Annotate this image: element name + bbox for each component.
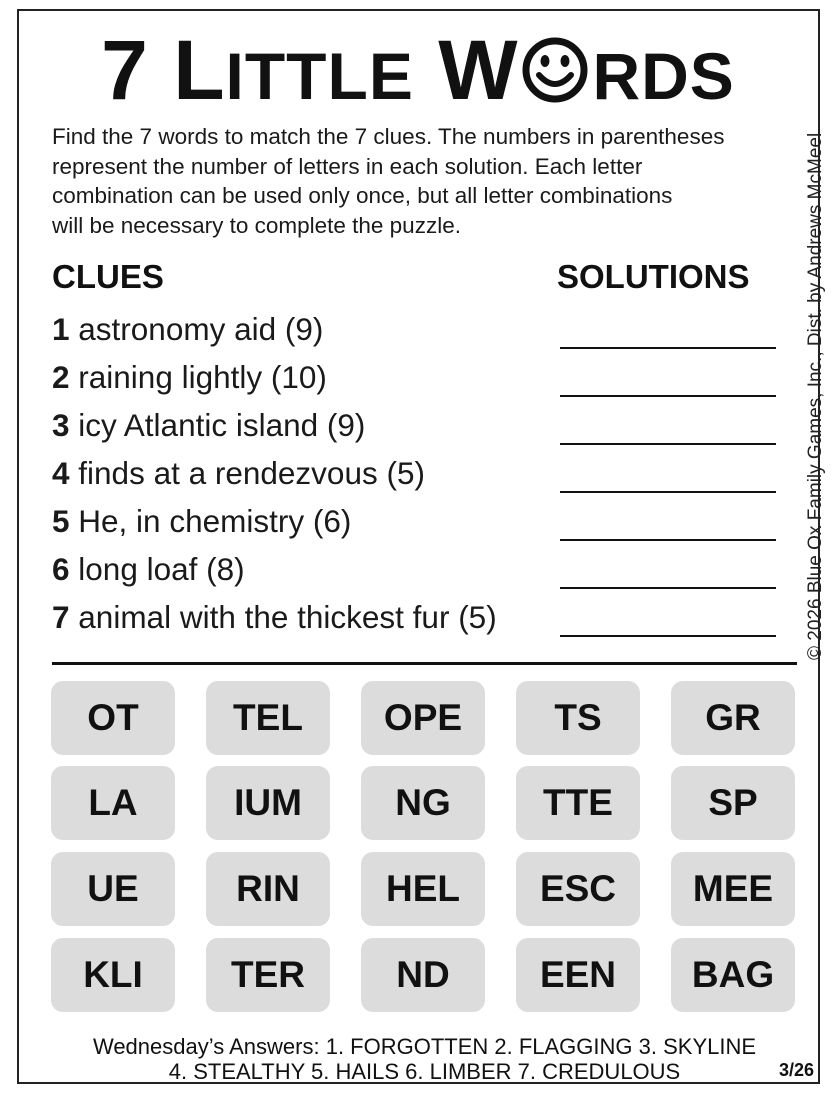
clue-row-4 — [52, 450, 776, 496]
letter-tile[interactable]: OT — [51, 681, 175, 755]
clue-2 — [52, 359, 327, 396]
letter-tile[interactable]: UE — [51, 852, 175, 926]
clue-5 — [52, 503, 351, 540]
letter-tile[interactable]: SP — [671, 766, 795, 840]
letter-tile[interactable]: HEL — [361, 852, 485, 926]
letter-tile[interactable]: KLI — [51, 938, 175, 1012]
instructions-line: combination can be used only once, but all letter combinations — [52, 183, 673, 208]
clue-row-5 — [52, 498, 776, 544]
clue-text: animal with the thickest fur (5) — [69, 599, 497, 635]
clue-text: He, in chemistry (6) — [69, 503, 352, 539]
clue-text: finds at a rendezvous (5) — [69, 455, 425, 491]
clue-3 — [52, 407, 365, 444]
solution-blank-4[interactable] — [560, 491, 776, 493]
clue-6 — [52, 551, 245, 588]
clue-row-7 — [52, 594, 776, 640]
letter-tile[interactable]: TEL — [206, 681, 330, 755]
solution-blank-5[interactable] — [560, 539, 776, 541]
letter-tile[interactable]: NG — [361, 766, 485, 840]
letter-tile[interactable]: ESC — [516, 852, 640, 926]
puzzle-title: 7 LITTLE W RDS — [101, 23, 735, 117]
clue-7 — [52, 599, 497, 636]
clue-row-6 — [52, 546, 776, 592]
solution-blank-6[interactable] — [560, 587, 776, 589]
letter-tile[interactable]: IUM — [206, 766, 330, 840]
clue-4 — [52, 455, 425, 492]
smiley-icon — [520, 35, 590, 105]
clue-row-2 — [52, 354, 776, 400]
puzzle-date: 3/26 — [778, 1060, 814, 1080]
previous-answers — [52, 1034, 797, 1084]
clue-row-3 — [52, 402, 776, 448]
instructions-line: Find the 7 words to match the 7 clues. The numbers in parentheses — [52, 124, 725, 149]
clue-row-1 — [52, 306, 776, 352]
letter-tile[interactable]: TER — [206, 938, 330, 1012]
copyright-credit: © 2026 Blue Ox Family Games, Inc., Dist. by Andrews McMeel — [805, 132, 826, 660]
letter-tile[interactable]: LA — [51, 766, 175, 840]
letter-tile[interactable]: RIN — [206, 852, 330, 926]
solution-blank-7[interactable] — [560, 635, 776, 637]
clue-number: 2 — [52, 359, 70, 395]
clue-number: 3 — [52, 407, 70, 443]
clue-number: 6 — [52, 551, 70, 587]
letter-tile[interactable]: MEE — [671, 852, 795, 926]
letter-tile[interactable]: ND — [361, 938, 485, 1012]
solution-blank-1[interactable] — [560, 347, 776, 349]
instructions — [52, 122, 792, 240]
clue-1 — [52, 311, 323, 348]
letter-tile[interactable]: TTE — [516, 766, 640, 840]
divider — [52, 662, 797, 665]
clue-text: raining lightly (10) — [69, 359, 327, 395]
instructions-line: represent the number of letters in each solution. Each letter — [52, 153, 643, 179]
letter-tile[interactable]: EEN — [516, 938, 640, 1012]
clue-number: 1 — [52, 311, 70, 347]
instructions-line: will be necessary to complete the puzzle. — [52, 212, 461, 238]
clue-number: 4 — [52, 455, 70, 491]
clue-text: icy Atlantic island (9) — [69, 407, 366, 443]
solution-blank-2[interactable] — [560, 395, 776, 397]
letter-tile[interactable]: OPE — [361, 681, 485, 755]
clue-number: 7 — [52, 599, 70, 635]
answers-line-2: 4. STEALTHY 5. HAILS 6. LIMBER 7. CREDULOUS — [168, 1059, 681, 1084]
letter-tile[interactable]: GR — [671, 681, 795, 755]
solution-blank-3[interactable] — [560, 443, 776, 445]
answers-line-1: Wednesday’s Answers: 1. FORGOTTEN 2. FLAGGING 3. SKYLINE — [92, 1034, 757, 1059]
clue-text: astronomy aid (9) — [69, 311, 324, 347]
clue-text: long loaf (8) — [69, 551, 245, 587]
clues-header: CLUES — [52, 258, 164, 295]
letter-tile[interactable]: BAG — [671, 938, 795, 1012]
solutions-header: SOLUTIONS — [557, 258, 750, 295]
clue-number: 5 — [52, 503, 70, 539]
letter-tile[interactable]: TS — [516, 681, 640, 755]
